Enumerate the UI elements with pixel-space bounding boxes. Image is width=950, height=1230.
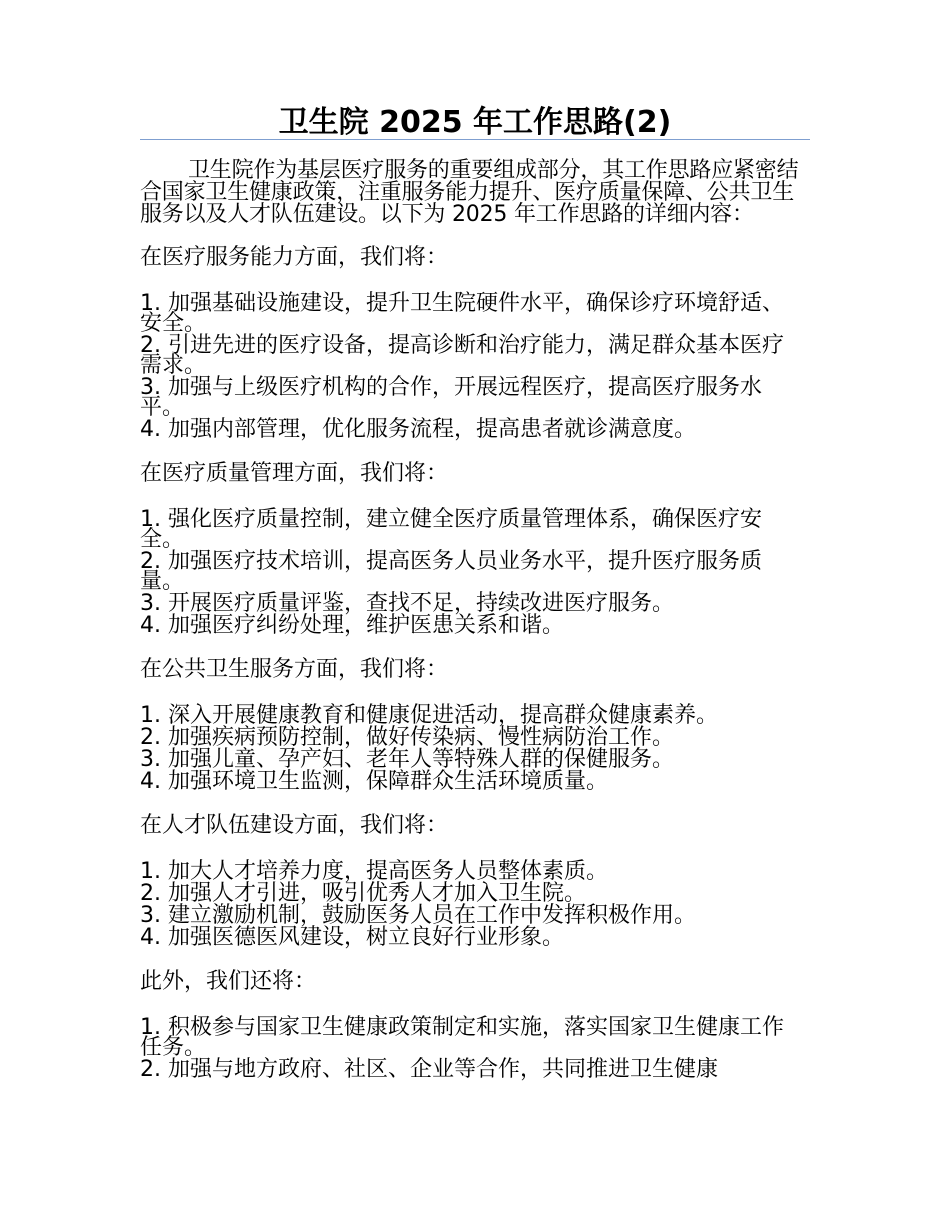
section-additional [140,970,810,1080]
list-item: 1. 加强基础设施建设，提升卫生院硬件水平，确保诊疗环境舒适、安全。 [140,291,784,336]
section-list [140,508,810,636]
list-item: 2. 引进先进的医疗设备，提高诊断和治疗能力，满足群众基本医疗需求。 [140,333,784,378]
list-item: 1. 深入开展健康教育和健康促进活动，提高群众健康素养。 [140,703,718,728]
section-list [140,292,810,440]
list-item: 4. 加强医疗纠纷处理，维护医患关系和谐。 [140,613,564,638]
list-item: 2. 加强医疗技术培训，提高医务人员业务水平，提升医疗服务质量。 [140,549,762,594]
section-list [140,860,810,948]
section-quality-management [140,462,810,636]
intro-paragraph: 卫生院作为基层医疗服务的重要组成部分，其工作思路应紧密结合国家卫生健康政策，注重服务能力提升、医疗质量保障、公共卫生服务以及人才队伍建设。以下为 2025 年工作思路的详细内容： [140,158,799,227]
section-heading: 在医疗质量管理方面，我们将： [140,461,449,486]
document-title: 卫生院 2025 年工作思路(2) [278,105,672,140]
section-heading: 在医疗服务能力方面，我们将： [140,245,449,270]
list-item: 2. 加强疾病预防控制，做好传染病、慢性病防治工作。 [140,725,674,750]
list-item: 3. 建立激励机制，鼓励医务人员在工作中发挥积极作用。 [140,903,696,928]
list-item: 1. 强化医疗质量控制，建立健全医疗质量管理体系，确保医疗安全。 [140,507,762,552]
list-item: 4. 加强内部管理，优化服务流程，提高患者就诊满意度。 [140,417,696,442]
list-item: 2. 加强与地方政府、社区、企业等合作，共同推进卫生健康 [140,1057,718,1082]
list-item: 3. 开展医疗质量评鉴，查找不足，持续改进医疗服务。 [140,591,674,616]
section-list [140,704,810,792]
section-heading: 此外，我们还将： [140,969,317,994]
section-list [140,1016,810,1080]
list-item: 4. 加强环境卫生监测，保障群众生活环境质量。 [140,769,608,794]
section-talent-building [140,814,810,948]
section-heading: 在人才队伍建设方面，我们将： [140,813,449,838]
title-underline [140,139,810,140]
document-body [140,160,810,1102]
list-item: 2. 加强人才引进，吸引优秀人才加入卫生院。 [140,881,586,906]
section-heading: 在公共卫生服务方面，我们将： [140,657,449,682]
list-item: 3. 加强与上级医疗机构的合作，开展远程医疗，提高医疗服务水平。 [140,375,762,420]
list-item: 1. 加大人才培养力度，提高医务人员整体素质。 [140,859,608,884]
section-medical-service [140,246,810,440]
list-item: 1. 积极参与国家卫生健康政策制定和实施，落实国家卫生健康工作任务。 [140,1015,784,1060]
section-public-health [140,658,810,792]
list-item: 3. 加强儿童、孕产妇、老年人等特殊人群的保健服务。 [140,747,674,772]
list-item: 4. 加强医德医风建设，树立良好行业形象。 [140,925,564,950]
